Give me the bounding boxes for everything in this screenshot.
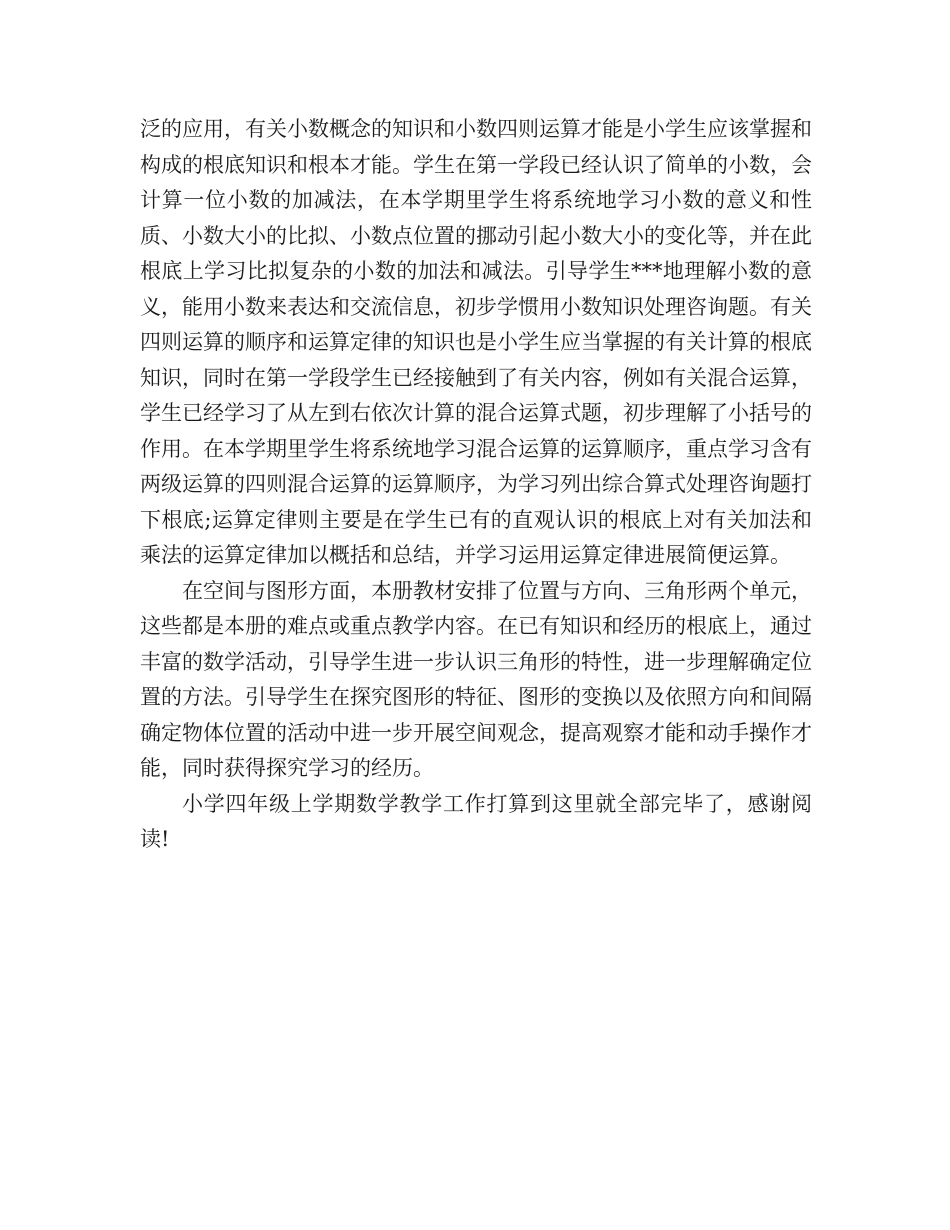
paragraph-space-and-shapes: 在空间与图形方面，本册教材安排了位置与方向、三角形两个单元，这些都是本册的难点或重点教学内容。在已有知识和经历的根底上，通过丰富的数学活动，引导学生进一步认识三角形的特性，进一步理解确定位置的方法。引导学生在探究图形的特征、图形的变换以及依照方向和间隔确定物体位置的活动中进一步开展空间观念，提高观察才能和动手操作才能，同时获得探究学习的经历。 <box>140 578 812 780</box>
paragraph-continuation: 泛的应用，有关小数概念的知识和小数四则运算才能是小学生应该掌握和构成的根底知识和根本才能。学生在第一学段已经认识了简单的小数，会计算一位小数的加减法，在本学期里学生将系统地学习小数的意义和性质、小数大小的比拟、小数点位置的挪动引起小数大小的变化等，并在此根底上学习比拟复杂的小数的加法和减法。引导学生***地理解小数的意义，能用小数来表达和交流信息，初步学惯用小数知识处理咨询题。有关四则运算的顺序和运算定律的知识也是小学生应当掌握的有关计算的根底知识，同时在第一学段学生已经接触到了有关内容，例如有关混合运算，学生已经学习了从左到右依次计算的混合运算式题，初步理解了小括号的作用。在本学期里学生将系统地学习混合运算的运算顺序，重点学习含有两级运算的四则混合运算的运算顺序，为学习列出综合算式处理咨询题打下根底;运算定律则主要是在学生已有的直观认识的根底上对有关加法和乘法的运算定律加以概括和总结，并学习运用运算定律进展简便运算。 <box>140 117 812 567</box>
document-body <box>140 112 812 858</box>
paragraph-closing: 小学四年级上学期数学教学工作打算到这里就全部完毕了，感谢阅读! <box>140 791 812 851</box>
